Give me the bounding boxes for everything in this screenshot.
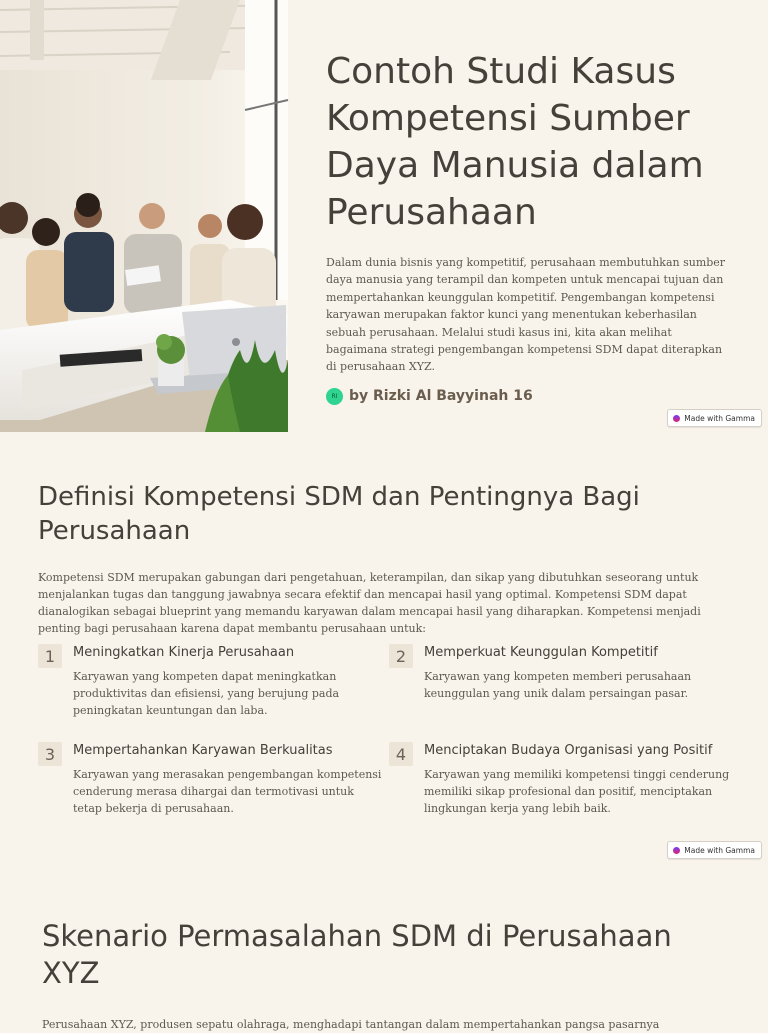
item-number: 2 [389, 644, 413, 668]
intro-paragraph: Dalam dunia bisnis yang kompetitif, perusahaan membutuhkan sumber daya manusia yang terampil dan kompeten untuk mencapai tujuan dan mempertahankan keunggulan kompetitif. Pengembangan kompetensi karyawan merupakan faktor kunci yang menentukan keberhasilan sebuah perusahaan. Melalui studi kasus ini, kita akan melihat bagaimana strategi pengembangan kompetensi SDM dapat diterapkan di perusahaan XYZ. [326, 256, 726, 374]
item-title: Mempertahankan Karyawan Berkualitas [73, 743, 333, 758]
made-with-gamma-badge[interactable] [667, 841, 762, 859]
slide-scenario [0, 864, 768, 1031]
badge-label: Made with Gamma [684, 845, 755, 855]
title-content [326, 48, 736, 405]
avatar: RI [326, 388, 343, 405]
item-title: Menciptakan Budaya Organisasi yang Positif [424, 743, 713, 758]
section-intro: Kompetensi SDM merupakan gabungan dari pengetahuan, keterampilan, dan sikap yang dibutuhkan seseorang untuk menjalankan tugas dan tanggung jawabnya secara efektif dan mencapai hasil yang optimal. Kompetensi SDM dapat dianalogikan sebagai blueprint yang memandu karyawan dalam mencapai hasil yang diharapkan. Kompetensi menjadi penting bagi perusahaan karena dapat membantu perusahaan untuk: [38, 571, 701, 635]
item-body: Karyawan yang kompeten memberi perusahaan keunggulan yang unik dalam persaingan pasar. [424, 670, 692, 700]
item-body: Karyawan yang memiliki kompetensi tinggi cenderung memiliki sikap profesional dan positif, menciptakan lingkungan kerja yang lebih baik. [424, 768, 730, 815]
gamma-logo-icon [673, 415, 680, 422]
item-title: Memperkuat Keunggulan Kompetitif [424, 645, 658, 660]
item-title: Meningkatkan Kinerja Perusahaan [73, 645, 295, 660]
office-team-meeting-photo [0, 0, 288, 432]
section-body: Perusahaan XYZ, produsen sepatu olahraga, menghadapi tantangan dalam mempertahankan pangsa pasarnya [42, 1018, 660, 1031]
item-number: 1 [38, 644, 62, 668]
made-with-gamma-badge[interactable] [667, 409, 762, 427]
item-number: 3 [38, 742, 62, 766]
slide-definition [0, 432, 768, 864]
item-body: Karyawan yang kompeten dapat meningkatkan produktivitas dan efisiensi, yang berujung pada peningkatan keuntungan dan laba. [73, 670, 340, 717]
section-title: Skenario Permasalahan SDM di Perusahaan XYZ [42, 919, 672, 990]
slide-title [0, 0, 768, 432]
author-name[interactable]: by Rizki Al Bayyinah 16 [349, 388, 533, 405]
gamma-logo-icon [673, 847, 680, 854]
item-number: 4 [389, 742, 413, 766]
page-title: Contoh Studi Kasus Kompetensi Sumber Daya Manusia dalam Perusahaan [326, 51, 704, 233]
item-body: Karyawan yang merasakan pengembangan kompetensi cenderung merasa dihargai dan termotivasi untuk tetap bekerja di perusahaan. [73, 768, 382, 815]
section-title: Definisi Kompetensi SDM dan Pentingnya Bagi Perusahaan [38, 482, 640, 546]
badge-label: Made with Gamma [684, 413, 755, 423]
author-line [326, 388, 736, 405]
